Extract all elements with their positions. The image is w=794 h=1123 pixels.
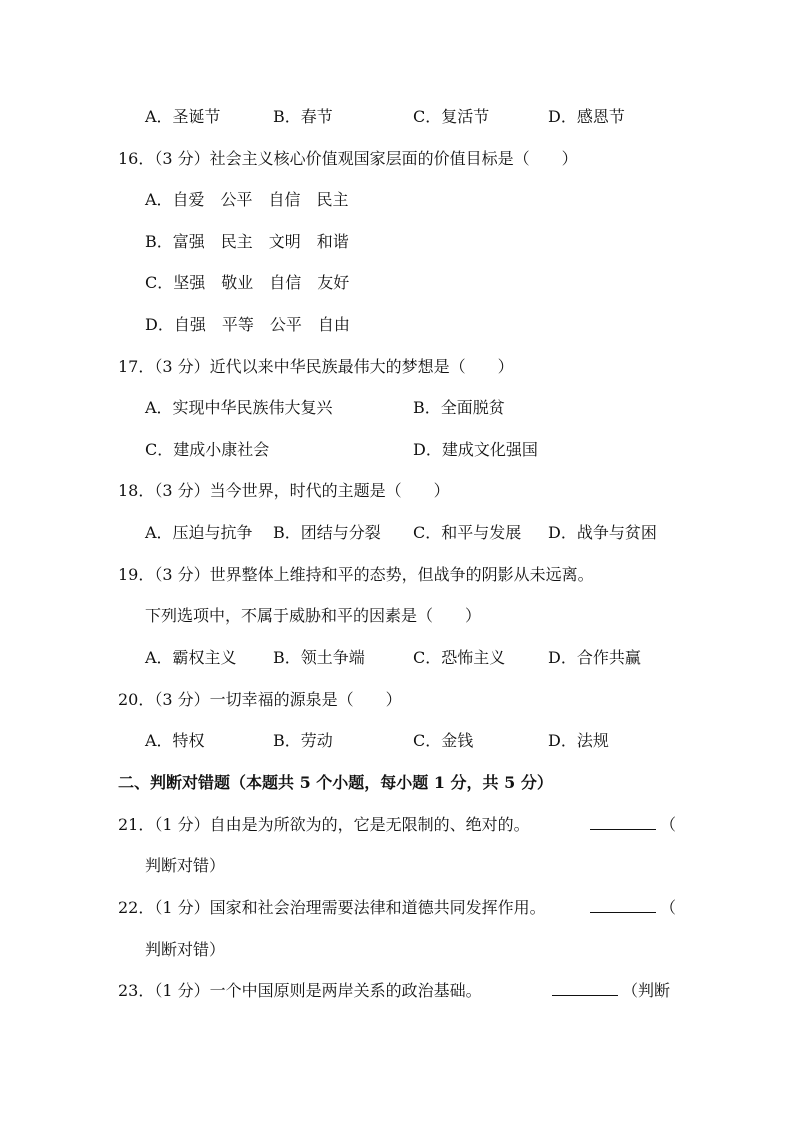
q16-stem: 16．（3 分）社会主义核心价值观国家层面的价值目标是（ ） [118, 149, 578, 168]
q21-tail: （ [660, 815, 677, 834]
q23-tail: （判断 [622, 981, 671, 1000]
q20-option-c: C．金钱 [413, 731, 474, 750]
q17-option-a: A．实现中华民族伟大复兴 [145, 398, 333, 417]
q20-option-a: A．特权 [145, 731, 205, 750]
q18-option-b: B．团结与分裂 [273, 523, 381, 542]
q23-answer-blank[interactable] [552, 980, 618, 996]
q17-option-b: B．全面脱贫 [413, 398, 505, 417]
q17-option-c: C．建成小康社会 [145, 440, 270, 459]
q19-option-b: B．领土争端 [273, 648, 365, 667]
q19-stem-line-1: 19．（3 分）世界整体上维持和平的态势，但战争的阴影从未远离。 [118, 565, 594, 584]
q17-option-d: D．建成文化强国 [413, 440, 538, 459]
q19-stem-line-2: 下列选项中，不属于威胁和平的因素是（ ） [145, 606, 482, 625]
q20-option-d: D．法规 [548, 731, 609, 750]
q22-continuation: 判断对错） [145, 940, 226, 959]
q18-option-c: C．和平与发展 [413, 523, 522, 542]
section-2-heading: 二、判断对错题（本题共 5 个小题，每小题 1 分，共 5 分） [118, 773, 553, 792]
q21-continuation: 判断对错） [145, 856, 226, 875]
q19-option-a: A．霸权主义 [145, 648, 237, 667]
q21-answer-area [590, 814, 676, 836]
q22-answer-blank[interactable] [590, 897, 656, 913]
q16-option-d: D．自强 平等 公平 自由 [145, 315, 350, 334]
q21-answer-blank[interactable] [590, 814, 656, 830]
q16-option-b: B．富强 民主 文明 和谐 [145, 232, 349, 251]
q19-option-d: D．合作共赢 [548, 648, 641, 667]
q15-option-b: B．春节 [273, 107, 333, 126]
q15-option-a: A．圣诞节 [145, 107, 221, 126]
q20-option-b: B．劳动 [273, 731, 333, 750]
q16-option-a: A．自爱 公平 自信 民主 [145, 190, 349, 209]
q20-stem: 20．（3 分）一切幸福的源泉是（ ） [118, 690, 402, 709]
q21-stem: 21．（1 分）自由是为所欲为的，它是无限制的、绝对的。 [118, 815, 530, 834]
q22-tail: （ [660, 898, 677, 917]
q16-option-c: C．坚强 敬业 自信 友好 [145, 273, 350, 292]
q23-stem: 23．（1 分）一个中国原则是两岸关系的政治基础。 [118, 981, 482, 1000]
q23-answer-area [552, 980, 670, 1002]
q19-option-c: C．恐怖主义 [413, 648, 506, 667]
q18-option-a: A．压迫与抗争 [145, 523, 253, 542]
q15-option-d: D．感恩节 [548, 107, 625, 126]
q18-option-d: D．战争与贫困 [548, 523, 657, 542]
q17-stem: 17．（3 分）近代以来中华民族最伟大的梦想是（ ） [118, 357, 514, 376]
q15-option-c: C．复活节 [413, 107, 490, 126]
q22-answer-area [590, 897, 676, 919]
q22-stem: 22．（1 分）国家和社会治理需要法律和道德共同发挥作用。 [118, 898, 546, 917]
q18-stem: 18．（3 分）当今世界，时代的主题是（ ） [118, 481, 450, 500]
